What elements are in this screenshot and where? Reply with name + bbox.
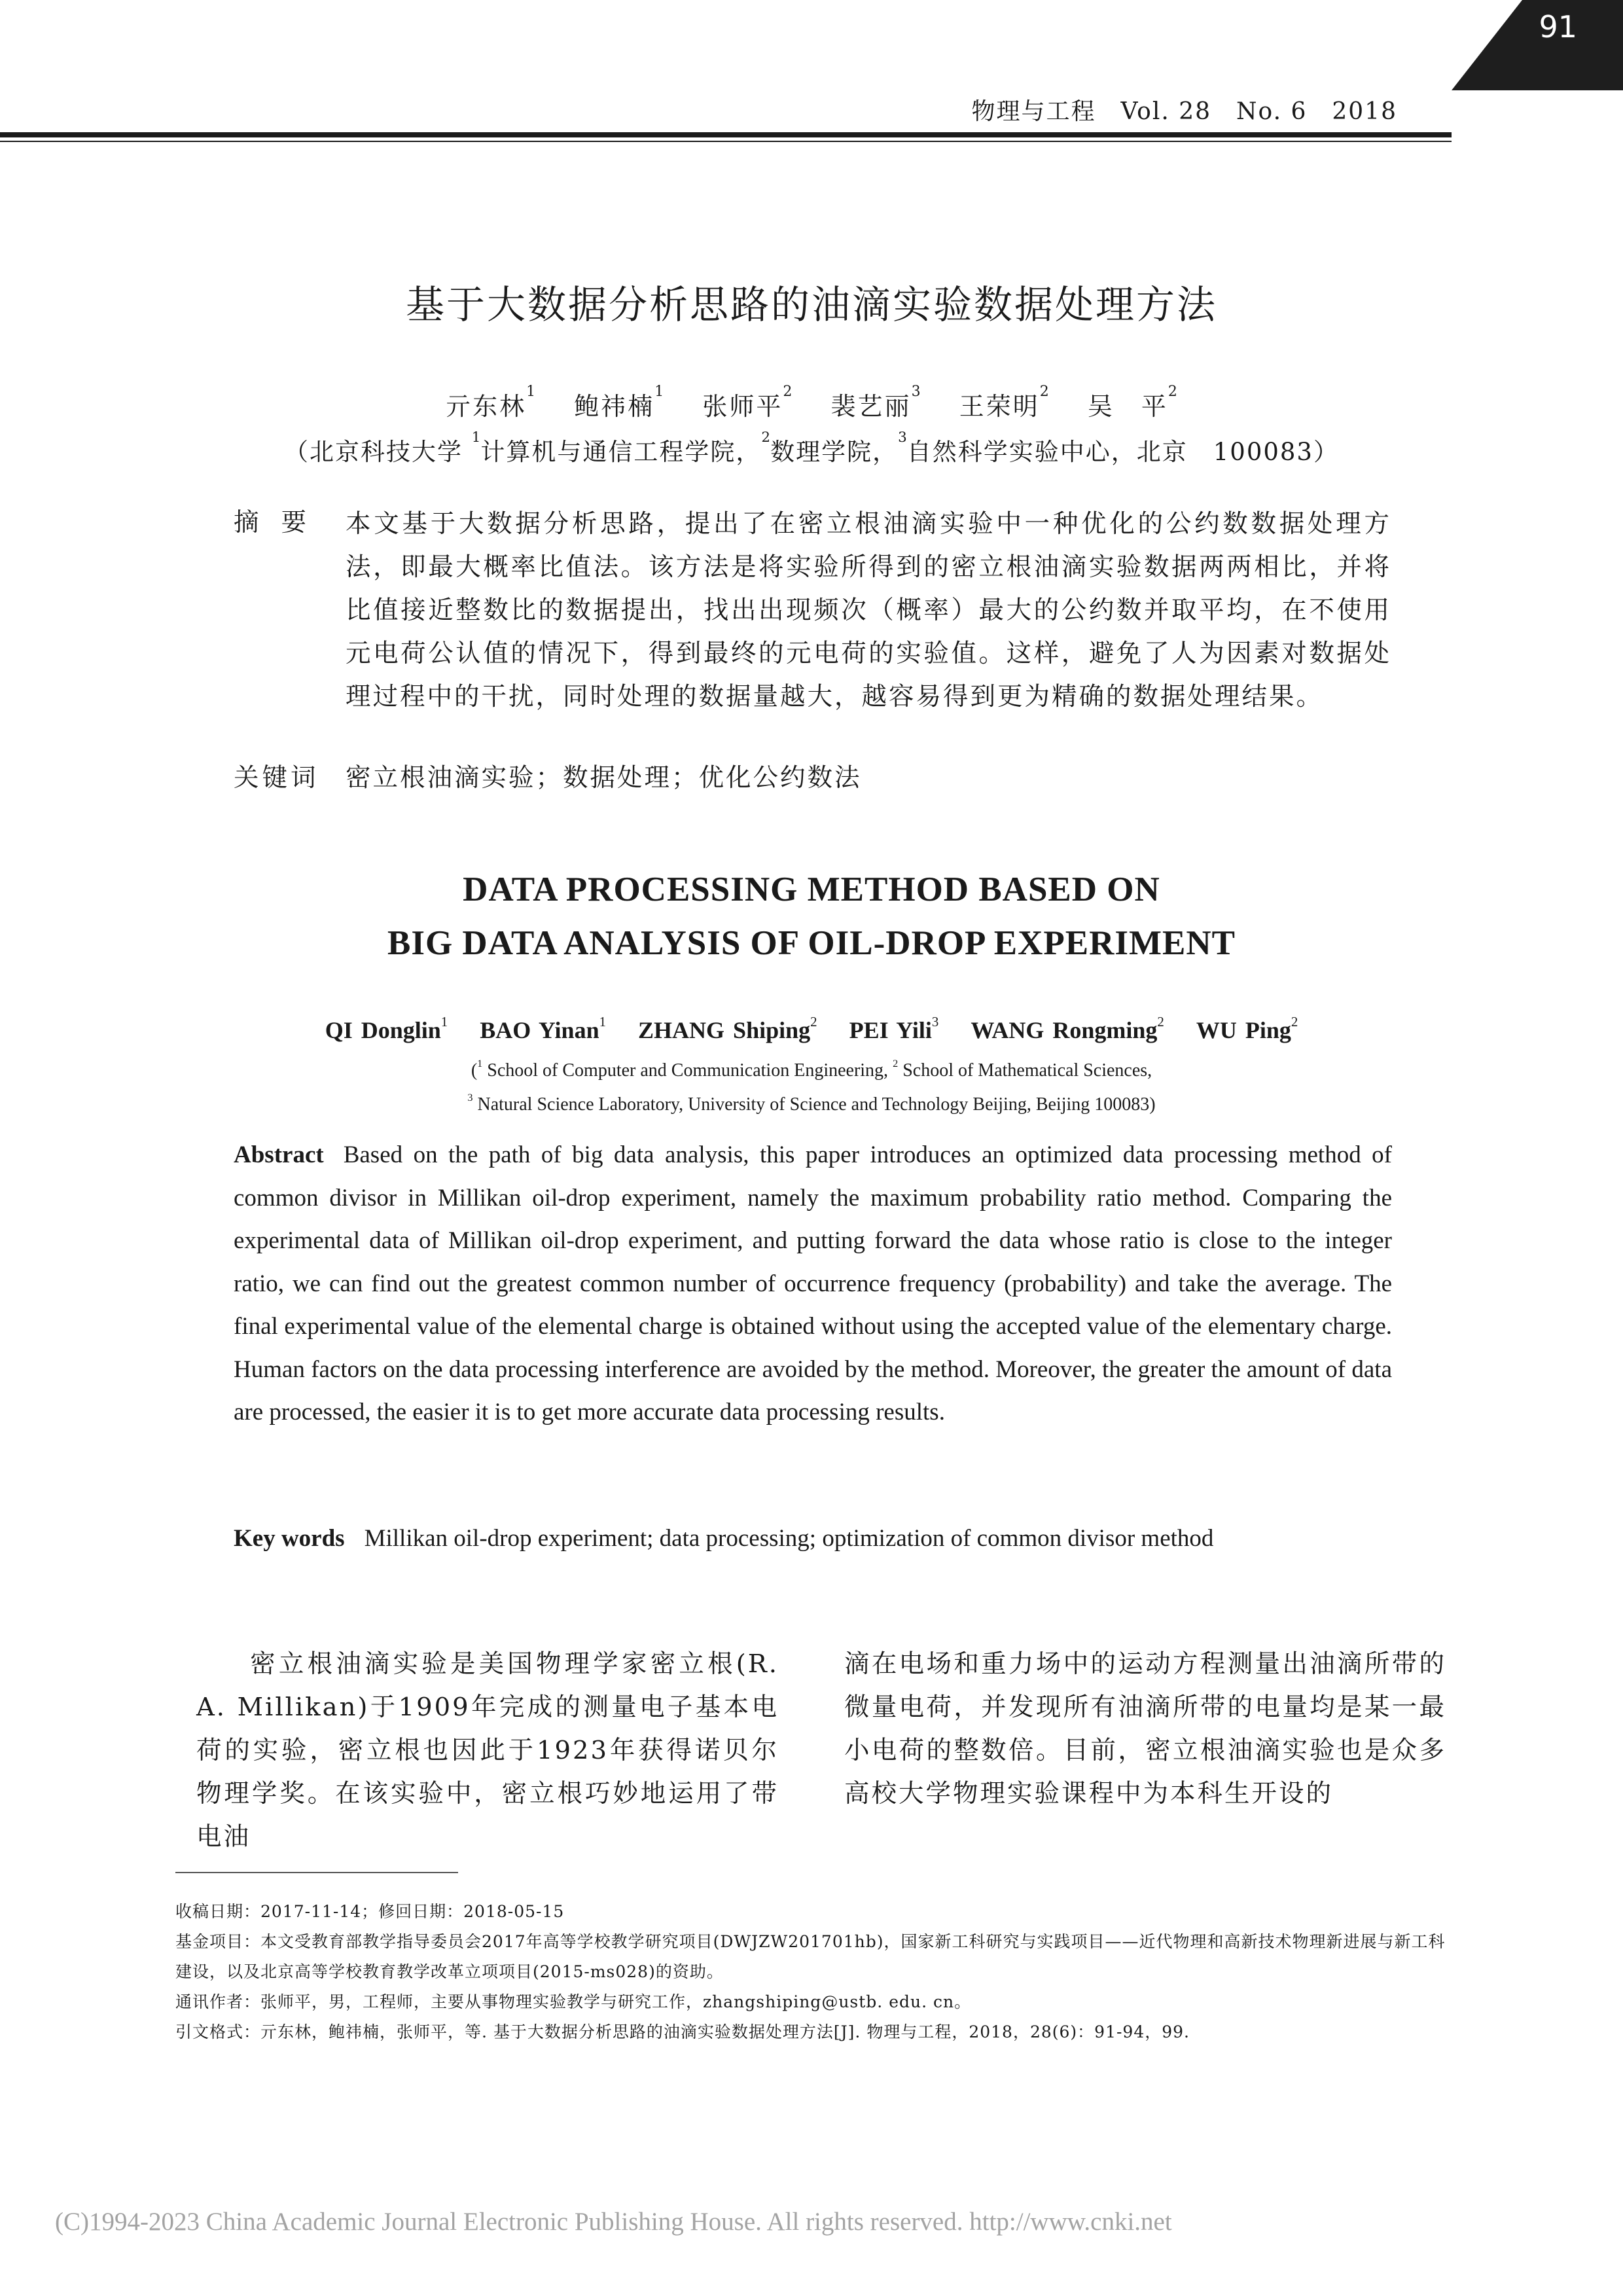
english-keywords-text: Millikan oil-drop experiment; data processing; optimization of common divisor method bbox=[364, 1525, 1214, 1552]
running-head bbox=[946, 93, 1397, 126]
english-abstract-text: Based on the path of big data analysis, this paper introduces an optimized data processing method of common divisor in Millikan oil-drop experiment, namely the maximum probability ratio method. Comparing the experimental data of Millikan oil-drop experiment, and putting forward the data whose ratio is close to the integer ratio, we can find out the greatest common number of occurrence frequency (probability) and take the average. The final experimental value of the elemental charge is obtained without using the accepted value of the elementary charge. Human factors on the data processing interference are avoided by the method. Moreover, the greater the amount of data are processed, the easier it is to get more accurate data processing results. bbox=[234, 1141, 1392, 1426]
author: 张师平$^2$ bbox=[702, 384, 793, 421]
journal-year: 2018 bbox=[1332, 98, 1397, 125]
english-title-line: DATA PROCESSING METHOD BASED ON bbox=[463, 870, 1160, 908]
footnote-citation: 引文格式：亓东林，鲍祎楠，张师平，等. 基于大数据分析思路的油滴实验数据处理方法[J]. 物理与工程，2018，28(6)：91-94，99. bbox=[175, 2022, 1190, 2041]
page-corner-fold bbox=[1452, 0, 1522, 90]
english-keywords-label: Key words bbox=[234, 1525, 345, 1552]
journal-issue: No. 6 bbox=[1236, 98, 1308, 125]
english-authors bbox=[0, 1016, 1623, 1044]
chinese-affiliation: （北京科技大学 $^1$计算机与通信工程学院，$^2$数理学院，$^3$自然科学实验中心，北京 100083） bbox=[284, 429, 1339, 466]
footnote-corresponding-author: 通讯作者：张师平，男，工程师，主要从事物理实验教学与研究工作，zhangshiping@ustb. edu. cn。 bbox=[175, 1992, 972, 2011]
english-abstract-label: Abstract bbox=[234, 1141, 324, 1168]
header-rule bbox=[0, 132, 1452, 137]
chinese-authors bbox=[0, 386, 1623, 422]
journal-volume: Vol. 28 bbox=[1120, 98, 1212, 125]
english-affiliation-line: ($^1$ School of Computer and Communication Engineering, $^2$ School of Mathematical Sciences, bbox=[471, 1058, 1152, 1081]
english-affiliation-line: $^3$ Natural Science Laboratory, University of Science and Technology Beijing, Beijing 100083) bbox=[467, 1092, 1156, 1115]
english-abstract bbox=[234, 1134, 1392, 1434]
author: WU Ping$^2$ bbox=[1196, 1014, 1298, 1043]
footnote-rule bbox=[175, 1872, 458, 1873]
author: 鲍祎楠$^1$ bbox=[574, 384, 664, 421]
author: WANG Rongming$^2$ bbox=[971, 1014, 1164, 1043]
english-keywords bbox=[234, 1517, 1392, 1560]
english-title-line: BIG DATA ANALYSIS OF OIL-DROP EXPERIMENT bbox=[387, 924, 1236, 962]
chinese-keywords: 密立根油滴实验；数据处理；优化公约数法 bbox=[346, 763, 862, 793]
chinese-title: 基于大数据分析思路的油滴实验数据处理方法 bbox=[405, 282, 1217, 327]
chinese-abstract: 本文基于大数据分析思路，提出了在密立根油滴实验中一种优化的公约数数据处理方法，即最大概率比值法。该方法是将实验所得到的密立根油滴实验数据两两相比，并将比值接近整数比的数据提出，找出出现频次（概率）最大的公约数并取平均，在不使用元电荷公认值的情况下，得到最终的元电荷的实验值。这样，避免了人为因素对数据处理过程中的干扰，同时处理的数据量越大，越容易得到更为精确的数据处理结果。 bbox=[346, 509, 1391, 711]
author: BAO Yinan$^1$ bbox=[480, 1014, 607, 1043]
english-title bbox=[0, 863, 1623, 970]
body-column-right: 滴在电场和重力场中的运动方程测量出油滴所带的微量电荷，并发现所有油滴所带的电量均是某一最小电荷的整数倍。目前，密立根油滴实验也是众多高校大学物理实验课程中为本科生开设的 bbox=[844, 1649, 1446, 1808]
author: 裴艺丽$^3$ bbox=[830, 384, 921, 421]
chinese-keywords-label: 关键词 bbox=[234, 763, 319, 793]
author: PEI Yili$^3$ bbox=[849, 1014, 939, 1043]
chinese-abstract-label: 摘要 bbox=[234, 508, 329, 537]
header-rule-thin bbox=[0, 141, 1452, 142]
footnote-funding: 基金项目：本文受教育部教学指导委员会2017年高等学校教学研究项目(DWJZW201701hb)，国家新工科研究与实践项目——近代物理和高新技术物理新进展与新工科建设，以及北京高等学校教育教学改革立项项目(2015-ms028)的资助。 bbox=[175, 1932, 1446, 1981]
page-number: 91 bbox=[1539, 9, 1577, 45]
author: 亓东林$^1$ bbox=[446, 384, 536, 421]
body-column-left: 密立根油滴实验是美国物理学家密立根(R. A. Millikan)于1909年完成的测量电子基本电荷的实验，密立根也因此于1923年获得诺贝尔物理学奖。在该实验中，密立根巧妙地运用了带电油 bbox=[196, 1649, 779, 1852]
journal-name: 物理与工程 bbox=[971, 98, 1096, 125]
copyright-watermark: (C)1994-2023 China Academic Journal Electronic Publishing House. All rights reserved. http://www.cnki.net bbox=[55, 2208, 1172, 2236]
author: ZHANG Shiping$^2$ bbox=[638, 1014, 817, 1043]
author: QI Donglin$^1$ bbox=[325, 1014, 448, 1043]
author: 吴 平$^2$ bbox=[1087, 384, 1177, 421]
author: 王荣明$^2$ bbox=[959, 384, 1049, 421]
footnote-received-date: 收稿日期：2017-11-14；修回日期：2018-05-15 bbox=[175, 1902, 565, 1921]
